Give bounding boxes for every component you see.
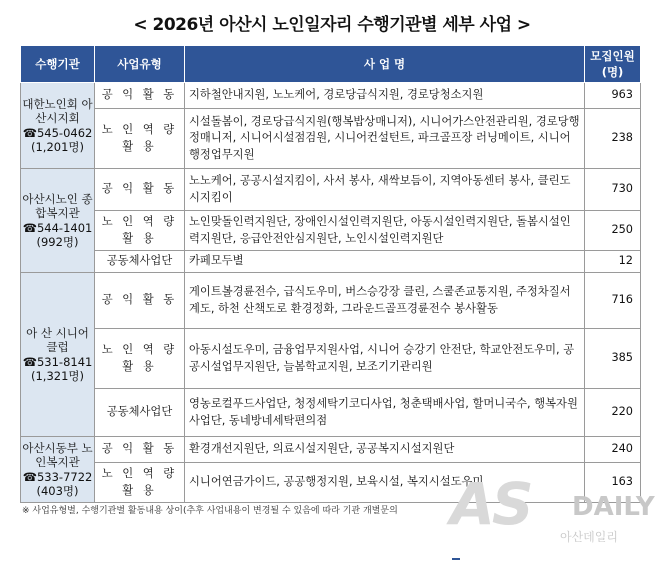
header-name: 사 업 명 bbox=[185, 46, 585, 83]
program-names: 지하철안내지원, 노노케어, 경로당급식지원, 경로당청소지원 bbox=[185, 83, 585, 109]
header-org: 수행기관 bbox=[21, 46, 95, 83]
program-names: 카페모두별 bbox=[185, 251, 585, 273]
org-name: 대한노인회 아산시지회 bbox=[22, 96, 93, 126]
footnote: ※ 사업유형별, 수행기관별 활동내용 상이(추후 사업내용이 변경될 수 있음에 따라 기관 개별문의 bbox=[22, 506, 398, 516]
watermark-sub: 아산데일리 bbox=[560, 530, 618, 544]
program-names: 시니어연금가이드, 공공행정지원, 보육시설, 복지시설도우미 bbox=[185, 463, 585, 503]
count-cell: 385 bbox=[585, 329, 641, 389]
org-total: (1,321명) bbox=[30, 368, 84, 383]
count-cell: 238 bbox=[585, 109, 641, 169]
org-cell bbox=[21, 437, 95, 503]
type-cell: 노 인 역 량 활 용 bbox=[95, 463, 185, 503]
org-phone: ☎545-0462 bbox=[22, 125, 93, 140]
table-row bbox=[21, 211, 641, 251]
table-row bbox=[21, 437, 641, 463]
program-names: 게이트볼경륜전수, 급식도우미, 버스승강장 클린, 스쿨존교통지원, 주정차질서계도, 하천 산책도로 환경정화, 그라운드골프경륜전수 봉사활동 bbox=[185, 273, 585, 329]
table-row bbox=[21, 169, 641, 211]
header-count: 모집인원(명) bbox=[585, 46, 641, 83]
table-row bbox=[21, 389, 641, 437]
count-cell: 250 bbox=[585, 211, 641, 251]
program-names: 아동시설도우미, 금융업무지원사업, 시니어 승강기 안전단, 학교안전도우미, 공공시설업무지원단, 늘봄학교지원, 보조기기관리원 bbox=[185, 329, 585, 389]
table-row bbox=[21, 329, 641, 389]
org-total: (403명) bbox=[36, 483, 79, 498]
org-phone: ☎531-8141 bbox=[22, 354, 93, 369]
org-phone: ☎533-7722 bbox=[22, 469, 93, 484]
count-cell: 12 bbox=[585, 251, 641, 273]
watermark-daily: DAILY bbox=[572, 492, 655, 522]
decorative-dash bbox=[452, 558, 460, 560]
program-names: 시설돌봄이, 경로당급식지원(행복밥상매니저), 시니어가스안전관리원, 경로당행정매니저, 시니어시설점검원, 시니어컨설턴트, 파크골프장 러닝메이트, 시니어행정업무지원 bbox=[185, 109, 585, 169]
type-cell: 노 인 역 량 활 용 bbox=[95, 211, 185, 251]
table-header-row bbox=[21, 46, 641, 83]
header-type: 사업유형 bbox=[95, 46, 185, 83]
org-phone: ☎544-1401 bbox=[22, 220, 93, 235]
count-cell: 220 bbox=[585, 389, 641, 437]
type-cell: 공동체사업단 bbox=[95, 251, 185, 273]
count-cell: 716 bbox=[585, 273, 641, 329]
program-names: 영농로컬푸드사업단, 청정세탁기코디사업, 청춘택배사업, 할머니국수, 행복자원사업단, 동네방네세탁편의점 bbox=[185, 389, 585, 437]
type-cell: 공 익 활 동 bbox=[95, 437, 185, 463]
type-cell: 공동체사업단 bbox=[95, 389, 185, 437]
type-cell: 공 익 활 동 bbox=[95, 273, 185, 329]
org-name: 아산시동부 노인복지관 bbox=[22, 440, 93, 470]
program-names: 환경개선지원단, 의료시설지원단, 공공복지시설지원단 bbox=[185, 437, 585, 463]
type-cell: 공 익 활 동 bbox=[95, 83, 185, 109]
table-row bbox=[21, 109, 641, 169]
count-cell: 163 bbox=[585, 463, 641, 503]
org-name: 아 산 시니어클럽 bbox=[26, 325, 89, 355]
type-cell: 노 인 역 량 활 용 bbox=[95, 109, 185, 169]
org-cell bbox=[21, 273, 95, 437]
page-title: < 2026년 아산시 노인일자리 수행기관별 세부 사업 > bbox=[133, 15, 531, 35]
program-names: 노노케어, 공공시설지킴이, 사서 봉사, 새싹보듬이, 지역아동센터 봉사, 클린도시지킴이 bbox=[185, 169, 585, 211]
count-cell: 240 bbox=[585, 437, 641, 463]
type-cell: 공 익 활 동 bbox=[95, 169, 185, 211]
type-cell: 노 인 역 량 활 용 bbox=[95, 329, 185, 389]
table-row bbox=[21, 83, 641, 109]
watermark-logo bbox=[440, 470, 660, 550]
watermark-as: AS bbox=[450, 470, 531, 538]
org-total: (1,201명) bbox=[30, 139, 84, 154]
org-cell bbox=[21, 83, 95, 169]
table-row bbox=[21, 273, 641, 329]
program-table bbox=[20, 45, 641, 503]
count-cell: 963 bbox=[585, 83, 641, 109]
program-names: 노인맞돌인력지원단, 장애인시설인력지원단, 아동시설인력지원단, 돌봄시설인력지원단, 응급안전안심지원단, 노인시설인력지원단 bbox=[185, 211, 585, 251]
org-cell bbox=[21, 169, 95, 273]
count-cell: 730 bbox=[585, 169, 641, 211]
org-total: (992명) bbox=[36, 234, 79, 249]
table-row bbox=[21, 251, 641, 273]
org-name: 아산시노인 종합복지관 bbox=[22, 191, 93, 221]
